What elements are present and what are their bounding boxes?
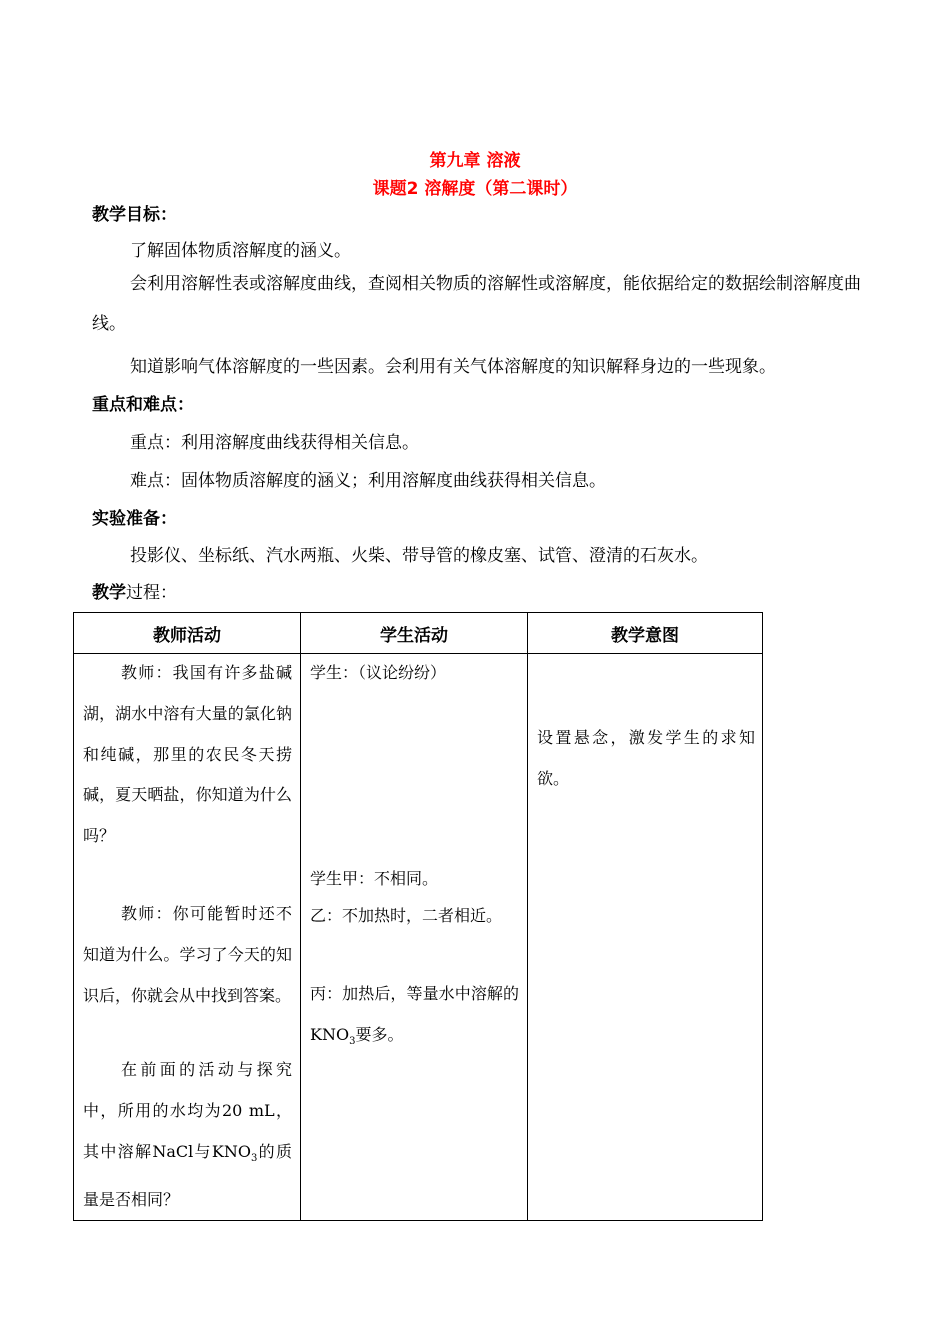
key-point-text: 重点：利用溶解度曲线获得相关信息。 — [130, 433, 419, 453]
teacher-text-2: 教师：你可能暂时还不知道为什么。学习了今天的知识后，你就会从中找到答案。 — [83, 904, 292, 1005]
objective-item: 知道影响气体溶解度的一些因素。会利用有关气体溶解度的知识解释身边的一些现象。 — [130, 357, 776, 377]
teacher-text-3a: 在前面的活动与探究中，所用的水均为20 mL，其中溶解NaCl与KNO — [83, 1060, 292, 1161]
table-header-row — [74, 613, 763, 654]
student-text-4-sub: 3 — [349, 1035, 356, 1047]
process-heading — [92, 578, 177, 603]
teacher-activity-cell — [74, 654, 301, 1221]
teaching-intent-cell — [528, 654, 763, 1221]
prep-heading: 实验准备： — [92, 509, 177, 529]
teacher-text-3 — [83, 1050, 292, 1220]
lesson-title: 课题2 溶解度（第二课时） — [372, 179, 578, 199]
student-text-4 — [310, 974, 519, 1063]
objective-item: 会利用溶解性表或溶解度曲线，查阅相关物质的溶解性或溶解度，能依据给定的数据绘制溶解度曲线。 — [92, 274, 861, 334]
objectives-heading: 教学目标： — [92, 205, 177, 225]
student-activity-cell — [301, 654, 528, 1221]
objective-item: 了解固体物质溶解度的涵义。 — [130, 241, 351, 261]
student-text-3: 乙：不加热时，二者相近。 — [310, 906, 503, 925]
teacher-text-3-sub: 3 — [250, 1152, 258, 1164]
key-points-heading: 重点和难点： — [92, 395, 194, 415]
difficulty-text: 难点：固体物质溶解度的涵义；利用溶解度曲线获得相关信息。 — [130, 471, 606, 491]
header-teacher: 教师活动 — [74, 613, 301, 654]
teaching-process-table — [73, 612, 763, 1221]
process-heading-bold: 教学 — [92, 583, 126, 603]
chapter-title: 第九章 溶液 — [429, 151, 521, 171]
student-text-1: 学生：（议论纷纷） — [310, 663, 447, 682]
student-text-4b: 要多。 — [355, 1024, 404, 1044]
header-intent: 教学意图 — [528, 613, 763, 654]
header-student: 学生活动 — [301, 613, 528, 654]
teacher-text-3b: 的质量是否相同？ — [83, 1141, 292, 1209]
prep-items: 投影仪、坐标纸、汽水两瓶、火柴、带导管的橡皮塞、试管、澄清的石灰水。 — [130, 546, 708, 566]
student-text-2: 学生甲：不相同。 — [310, 869, 439, 888]
teacher-text-1: 教师：我国有许多盐碱湖，湖水中溶有大量的氯化钠和纯碱，那里的农民冬天捞碱，夏天晒盐，你知道为什么吗？ — [83, 663, 292, 846]
process-heading-normal: 过程： — [126, 583, 177, 603]
intent-text: 设置悬念，激发学生的求知欲。 — [537, 728, 755, 788]
student-text-4a: 丙：加热后，等量水中溶解的KNO — [310, 984, 519, 1044]
table-row — [74, 654, 763, 1221]
